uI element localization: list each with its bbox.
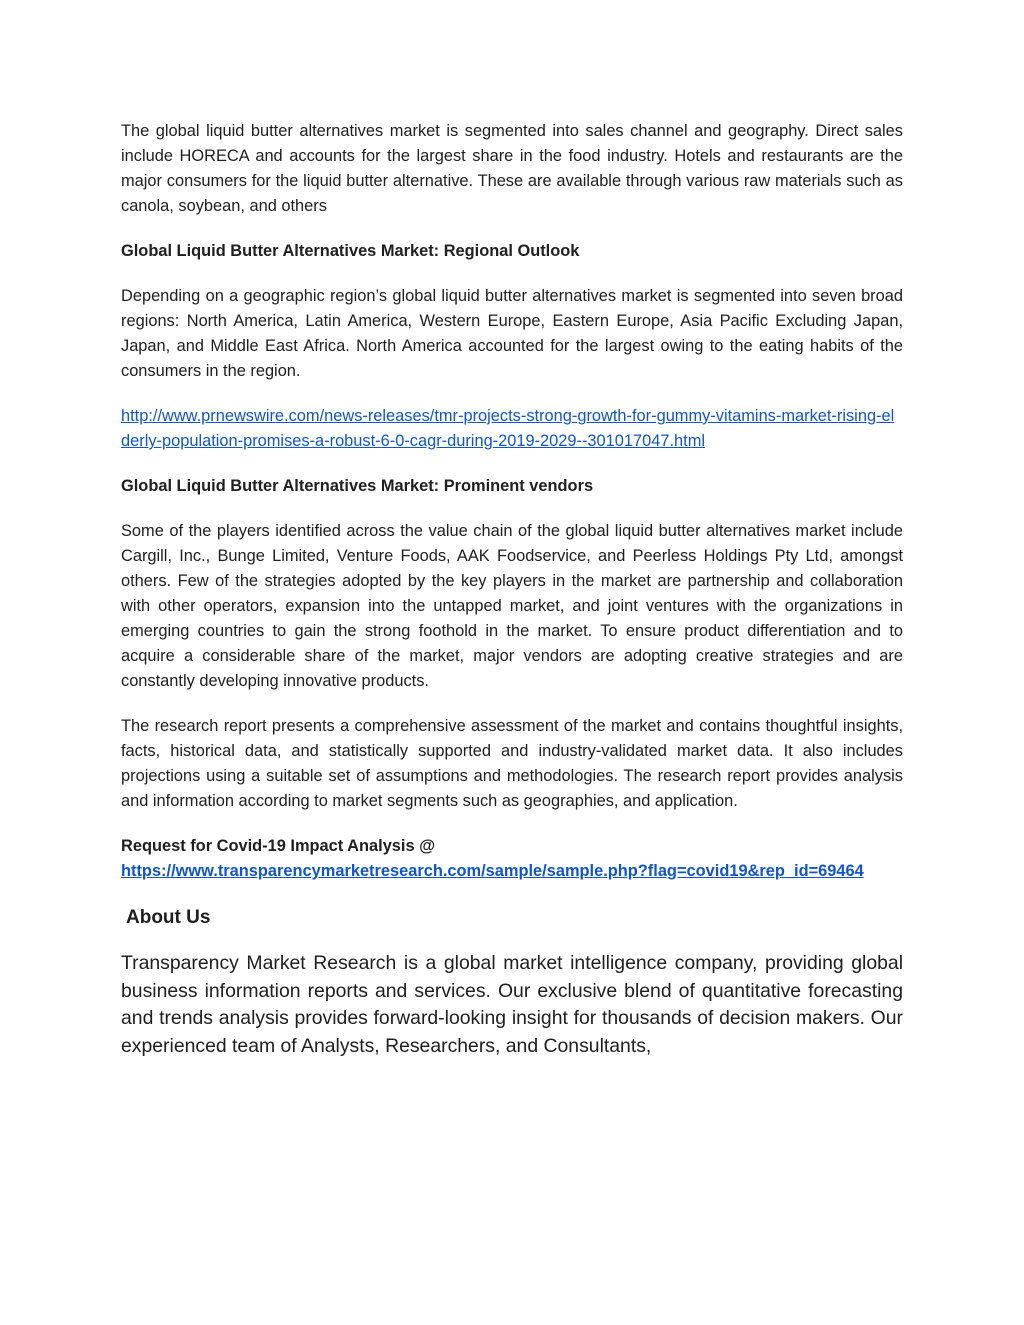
about-us-heading: About Us bbox=[126, 907, 211, 928]
covid-request-label: Request for Covid-19 Impact Analysis @ bbox=[121, 837, 436, 855]
prnewswire-link[interactable]: http://www.prnewswire.com/news-releases/tmr-projects-strong-growth-for-gummy-vitamins-market-rising-elderly-population-promises-a-robust-6-0-cagr-during-2019-2029--301017047.html bbox=[121, 407, 895, 450]
covid-request-block bbox=[121, 834, 903, 884]
about-us-paragraph: Transparency Market Research is a global market intelligence company, providing global business information reports and services. Our exclusive blend of quantitative forecasting and trends analysis provides forward-looking insight for thousands of decision makers. Our experienced team of Analysts, Researchers, and Consultants, bbox=[121, 952, 903, 1058]
prominent-vendors-heading: Global Liquid Butter Alternatives Market: Prominent vendors bbox=[121, 477, 594, 495]
document-page bbox=[121, 119, 903, 1061]
prominent-vendors-paragraph: Some of the players identified across the value chain of the global liquid butter alternatives market include Cargill, Inc., Bunge Limited, Venture Foods, AAK Foodservice, and Peerless Holdings Pty Ltd, amongst others. Few of the strategies adopted by the key players in the market are partnership and collaboration with other operators, expansion into the untapped market, and joint ventures with the organizations in emerging countries to gain the strong foothold in the market. To ensure product differentiation and to acquire a considerable share of the market, major vendors are adopting creative strategies and are constantly developing innovative products. bbox=[121, 522, 903, 690]
regional-outlook-paragraph: Depending on a geographic region’s global liquid butter alternatives market is segmented into seven broad regions: North America, Latin America, Western Europe, Eastern Europe, Asia Pacific Excluding Japan, Japan, and Middle East Africa. North America accounted for the largest owing to the eating habits of the consumers in the region. bbox=[121, 287, 903, 380]
intro-paragraph: The global liquid butter alternatives market is segmented into sales channel and geography. Direct sales include HORECA and accounts for the largest share in the food industry. Hotels and restaurants are the major consumers for the liquid butter alternative. These are available through various raw materials such as canola, soybean, and others bbox=[121, 122, 903, 215]
covid-sample-link[interactable]: https://www.transparencymarketresearch.com/sample/sample.php?flag=covid19&rep_id=69464 bbox=[121, 862, 864, 880]
regional-outlook-heading: Global Liquid Butter Alternatives Market: Regional Outlook bbox=[121, 242, 580, 260]
research-report-paragraph: The research report presents a comprehensive assessment of the market and contains thoughtful insights, facts, historical data, and statistically supported and industry-validated market data. It also includes projections using a suitable set of assumptions and methodologies. The research report provides analysis and information according to market segments such as geographies, and application. bbox=[121, 717, 903, 810]
